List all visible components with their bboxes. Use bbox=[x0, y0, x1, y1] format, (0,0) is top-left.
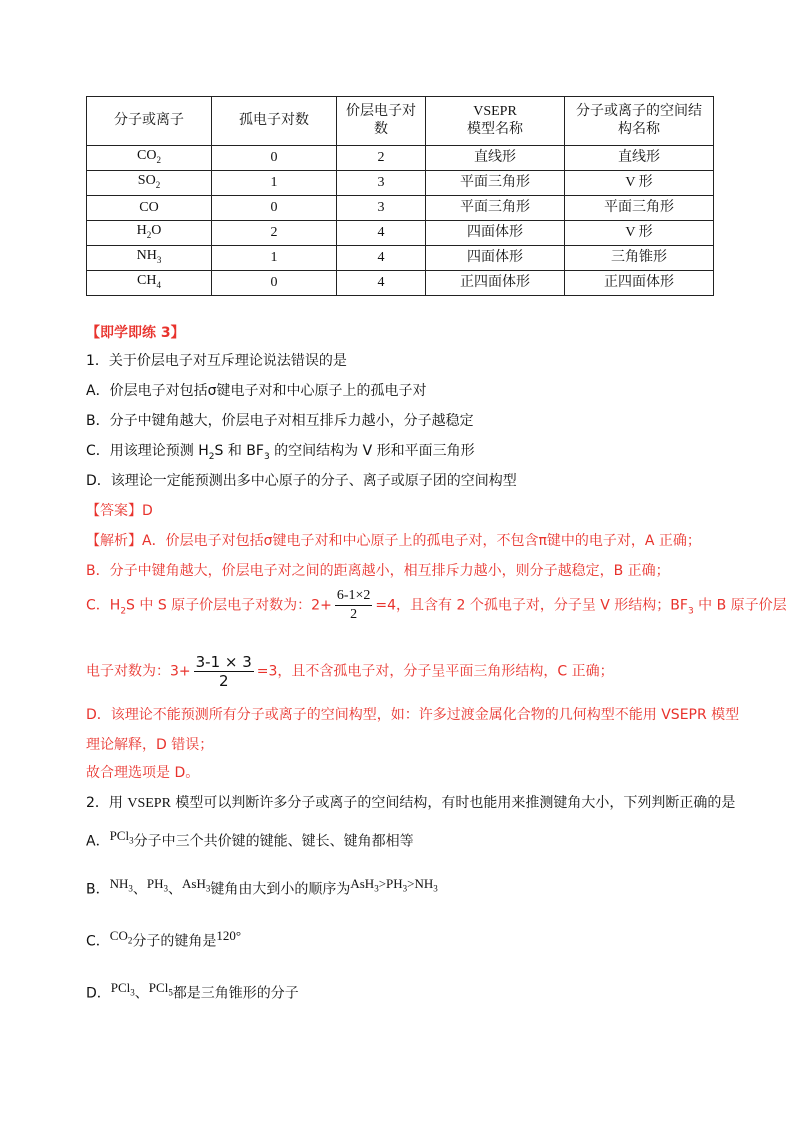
cell-lone-pairs: 0 bbox=[212, 196, 337, 221]
cell-shape: 平面三角形 bbox=[565, 196, 714, 221]
header-lone-pairs: 孤电子对数 bbox=[212, 97, 337, 146]
cell-valence-pairs: 2 bbox=[337, 146, 426, 171]
q1-option-b: B．分子中键角越大，价层电子对相互排斥力越小，分子越稳定 bbox=[86, 413, 474, 429]
cell-model: 四面体形 bbox=[426, 221, 565, 246]
cell-formula: $NH_3$ bbox=[87, 246, 212, 271]
table-row bbox=[87, 271, 714, 296]
cell-shape: 直线形 bbox=[565, 146, 714, 171]
q1-explanation-c2: 电子对数为：3+ $\frac{3-1 \times 3}{2}$ =3，且不含孤电子对，分子呈平面三角形结构，C 正确； bbox=[86, 653, 614, 690]
cell-valence-pairs: 3 bbox=[337, 196, 426, 221]
q1-stem: 1．关于价层电子对互斥理论说法错误的是 bbox=[86, 353, 347, 369]
cell-shape: 三角锥形 bbox=[565, 246, 714, 271]
cell-lone-pairs: 0 bbox=[212, 271, 337, 296]
cell-model: 正四面体形 bbox=[426, 271, 565, 296]
q1-explanation-b: B．分子中键角越大，价层电子对之间的距离越小，相互排斥力越小，则分子越稳定，B 正确； bbox=[86, 563, 670, 579]
table-row bbox=[87, 246, 714, 271]
q1-explanation-a: 【解析】A．价层电子对包括σ键电子对和中心原子上的孤电子对，不包含π键中的电子对，A 正确； bbox=[86, 533, 701, 549]
q1-answer: 【答案】D bbox=[86, 503, 153, 519]
cell-lone-pairs: 1 bbox=[212, 171, 337, 196]
q1-explanation-d1: D．该理论不能预测所有分子或离子的空间构型，如：许多过渡金属化合物的几何构型不能用 VSEPR 模型 bbox=[86, 707, 740, 723]
cell-model: 平面三角形 bbox=[426, 196, 565, 221]
cell-shape: V 形 bbox=[565, 171, 714, 196]
cell-formula: $H_2O$ bbox=[87, 221, 212, 246]
table-row bbox=[87, 221, 714, 246]
q2-option-c: C．$CO_2$分子的键角是120° bbox=[86, 928, 242, 950]
cell-formula: CO bbox=[87, 196, 212, 221]
q1-option-d: D．该理论一定能预测出多中心原子的分子、离子或原子团的空间构型 bbox=[86, 473, 517, 489]
cell-valence-pairs: 4 bbox=[337, 221, 426, 246]
cell-formula: $CH_4$ bbox=[87, 271, 212, 296]
header-valence-pairs: 价层电子对 数 bbox=[337, 97, 426, 146]
table-row bbox=[87, 146, 714, 171]
q1-explanation-d2: 理论解释，D 错误； bbox=[86, 737, 214, 753]
vsepr-table bbox=[86, 96, 714, 296]
cell-valence-pairs: 4 bbox=[337, 271, 426, 296]
cell-model: 平面三角形 bbox=[426, 171, 565, 196]
q1-explanation-c1: C．$H_2S$ 中 S 原子价层电子对数为：2+ $\frac{6-1\times 2}{2}$ =4，且含有 2 个孤电子对，分子呈 V 形结构；$BF_3$ 中 B 原子价层 bbox=[86, 588, 787, 622]
q2-stem: 2．用 VSEPR 模型可以判断许多分子或离子的空间结构，有时也能用来推测键角大小，下列判断正确的是 bbox=[86, 795, 736, 811]
cell-lone-pairs: 0 bbox=[212, 146, 337, 171]
cell-model: 直线形 bbox=[426, 146, 565, 171]
header-vsepr-model: VSEPR 模型名称 bbox=[426, 97, 565, 146]
table-row bbox=[87, 171, 714, 196]
cell-valence-pairs: 3 bbox=[337, 171, 426, 196]
fraction-boron: $\frac{3-1 \times 3}{2}$ bbox=[195, 653, 252, 690]
cell-shape: 正四面体形 bbox=[565, 271, 714, 296]
cell-valence-pairs: 4 bbox=[337, 246, 426, 271]
q2-option-b: B．$NH_3$、$PH_3$、AsH$_3$键角由大到小的顺序为$AsH_3>PH_3>NH_3$ bbox=[86, 876, 438, 898]
fraction-sulfur: $\frac{6-1\times 2}{2}$ bbox=[336, 588, 371, 622]
cell-lone-pairs: 1 bbox=[212, 246, 337, 271]
table-header-row bbox=[87, 97, 714, 146]
q1-option-c: C．用该理论预测 $H_2S$ 和 $BF_3$ 的空间结构为 V 形和平面三角形 bbox=[86, 443, 475, 462]
q2-option-d: D．PCl$_3$、PCl$_5$都是三角锥形的分子 bbox=[86, 980, 299, 1002]
table-row bbox=[87, 196, 714, 221]
cell-lone-pairs: 2 bbox=[212, 221, 337, 246]
cell-formula: $SO_2$ bbox=[87, 171, 212, 196]
header-shape: 分子或离子的空间结 构名称 bbox=[565, 97, 714, 146]
q2-option-a: A．PCl$_3$分子中三个共价键的键能、键长、键角都相等 bbox=[86, 828, 414, 850]
cell-formula: $CO_2$ bbox=[87, 146, 212, 171]
cell-shape: V 形 bbox=[565, 221, 714, 246]
section-title: 【即学即练 3】 bbox=[86, 325, 185, 341]
q1-option-a: A．价层电子对包括σ键电子对和中心原子上的孤电子对 bbox=[86, 383, 427, 399]
q1-conclusion: 故合理选项是 D。 bbox=[86, 765, 200, 781]
header-species: 分子或离子 bbox=[87, 97, 212, 146]
cell-model: 四面体形 bbox=[426, 246, 565, 271]
